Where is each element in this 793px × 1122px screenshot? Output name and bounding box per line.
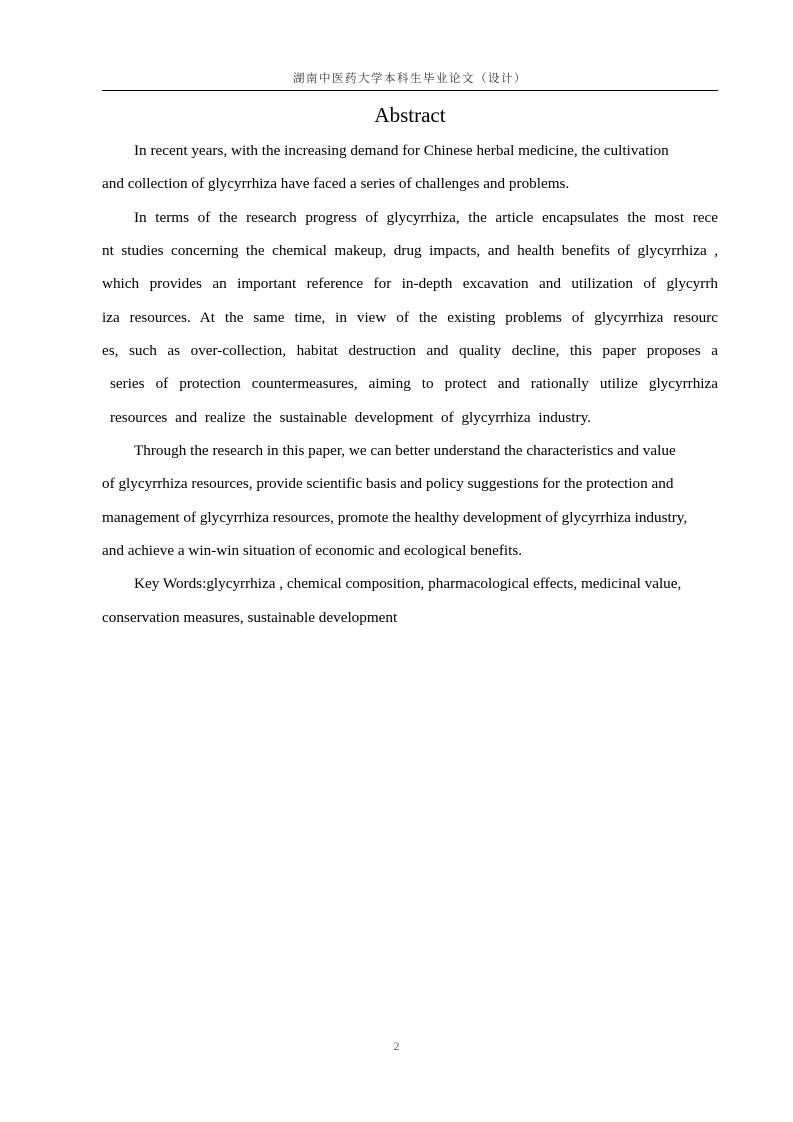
text-line: In terms of the research progress of glycyrrhiza, the article encapsulates the most rece [134, 209, 718, 226]
text-line: of glycyrrhiza resources, provide scientific basis and policy suggestions for the protection and [102, 475, 674, 492]
header-divider [102, 90, 718, 91]
keywords-line: Key Words:glycyrrhiza , chemical composition, pharmacological effects, medicinal value, [134, 575, 682, 592]
text-line: management of glycyrrhiza resources, promote the healthy development of glycyrrhiza industry, [102, 509, 688, 526]
text-line: Through the research in this paper, we can better understand the characteristics and value [134, 442, 676, 459]
text-line: resources and realize the sustainable development of glycyrrhiza industry. [110, 409, 591, 426]
running-header-title: 湖南中医药大学本科生毕业论文（设计） [293, 71, 527, 85]
text-line: In recent years, with the increasing demand for Chinese herbal medicine, the cultivation [134, 142, 669, 159]
text-line: and achieve a win-win situation of economic and ecological benefits. [102, 542, 523, 559]
text-line: es, such as over-collection, habitat destruction and quality decline, this paper proposes a [102, 342, 718, 359]
text-line: nt studies concerning the chemical makeup, drug impacts, and health benefits of glycyrrhiza , [102, 242, 718, 259]
text-line: iza resources. At the same time, in view of the existing problems of glycyrrhiza resourc [102, 309, 718, 326]
text-line: and collection of glycyrrhiza have faced a series of challenges and problems. [102, 175, 570, 192]
text-line: series of protection countermeasures, aiming to protect and rationally utilize glycyrrhiza [110, 375, 718, 392]
abstract-title: Abstract [374, 103, 446, 127]
page-number: 2 [393, 1039, 400, 1053]
text-line: which provides an important reference for in-depth excavation and utilization of glycyrrh [102, 275, 718, 292]
keywords-line: conservation measures, sustainable development [102, 609, 398, 626]
